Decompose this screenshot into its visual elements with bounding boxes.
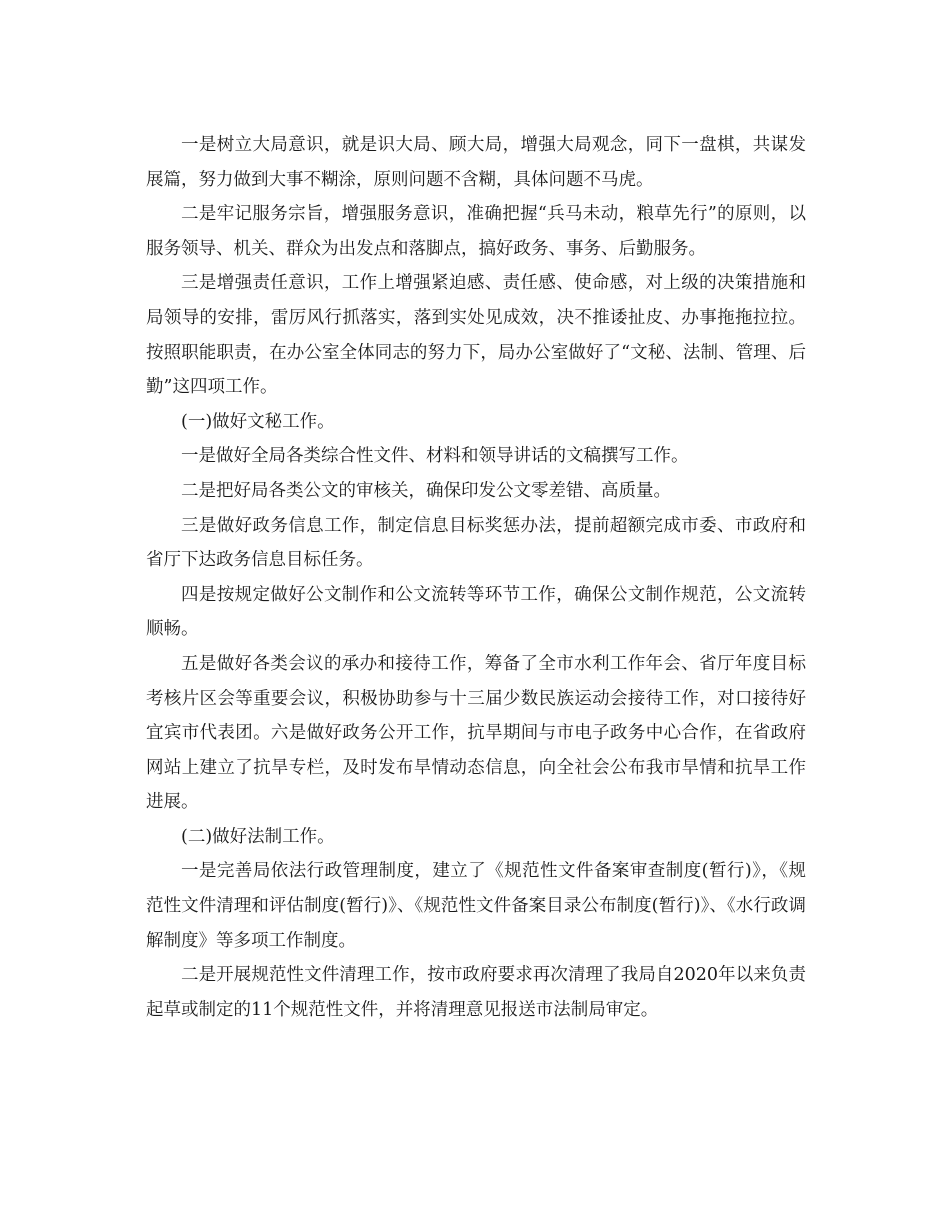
section-heading-secretarial: (一)做好文秘工作。 (181, 411, 335, 432)
paragraph-8: 四是按规定做好公文制作和公文流转等环节工作，确保公文制作规范，公文流转顺畅。 (146, 584, 806, 640)
paragraph-9: 五是做好各类会议的承办和接待工作，筹备了全市水利工作年会、省厅年度目标考核片区会等重要会议，积极协助参与十三届少数民族运动会接待工作，对口接待好宜宾市代表团。六是做好政务公开工作，抗旱期间与市电子政务中心合作，在省政府网站上建立了抗旱专栏，及时发布旱情动态信息，向全社会公布我市旱情和抗旱工作进展。 (146, 653, 806, 813)
paragraph-5: 一是做好全局各类综合性文件、材料和领导讲话的文稿撰写工作。 (181, 446, 689, 467)
paragraph-3: 三是增强责任意识，工作上增强紧迫感、责任感、使命感，对上级的决策措施和局领导的安排，雷厉风行抓落实，落到实处见成效，决不推诿扯皮、办事拖拖拉拉。按照职能职责，在办公室全体同志的努力下，局办公室做好了“文秘、法制、管理、后勤”这四项工作。 (146, 273, 806, 398)
section-heading-legal: (二)做好法制工作。 (181, 826, 335, 847)
paragraph-11: 一是完善局依法行政管理制度，建立了《规范性文件备案审查制度(暂行)》，《规范性文件清理和评估制度(暂行)》、《规范性文件备案目录公布制度(暂行)》、《水行政调解制度》等多项工作制度。 (146, 861, 806, 951)
paragraph-2: 二是牢记服务宗旨，增强服务意识，准确把握“兵马未动，粮草先行”的原则，以服务领导、机关、群众为出发点和落脚点，搞好政务、事务、后勤服务。 (146, 204, 806, 259)
paragraph-7: 三是做好政务信息工作，制定信息目标奖惩办法，提前超额完成市委、市政府和省厅下达政务信息目标任务。 (146, 515, 806, 571)
paragraph-1: 一是树立大局意识，就是识大局、顾大局，增强大局观念，同下一盘棋，共谋发展篇，努力做到大事不糊涂，原则问题不含糊，具体问题不马虎。 (146, 135, 806, 190)
paragraph-6: 二是把好局各类公文的审核关，确保印发公文零差错、高质量。 (181, 480, 671, 501)
paragraph-12: 二是开展规范性文件清理工作，按市政府要求再次清理了我局自2020年以来负责起草或制定的11个规范性文件，并将清理意见报送市法制局审定。 (146, 965, 806, 1020)
document-body (146, 128, 806, 1027)
